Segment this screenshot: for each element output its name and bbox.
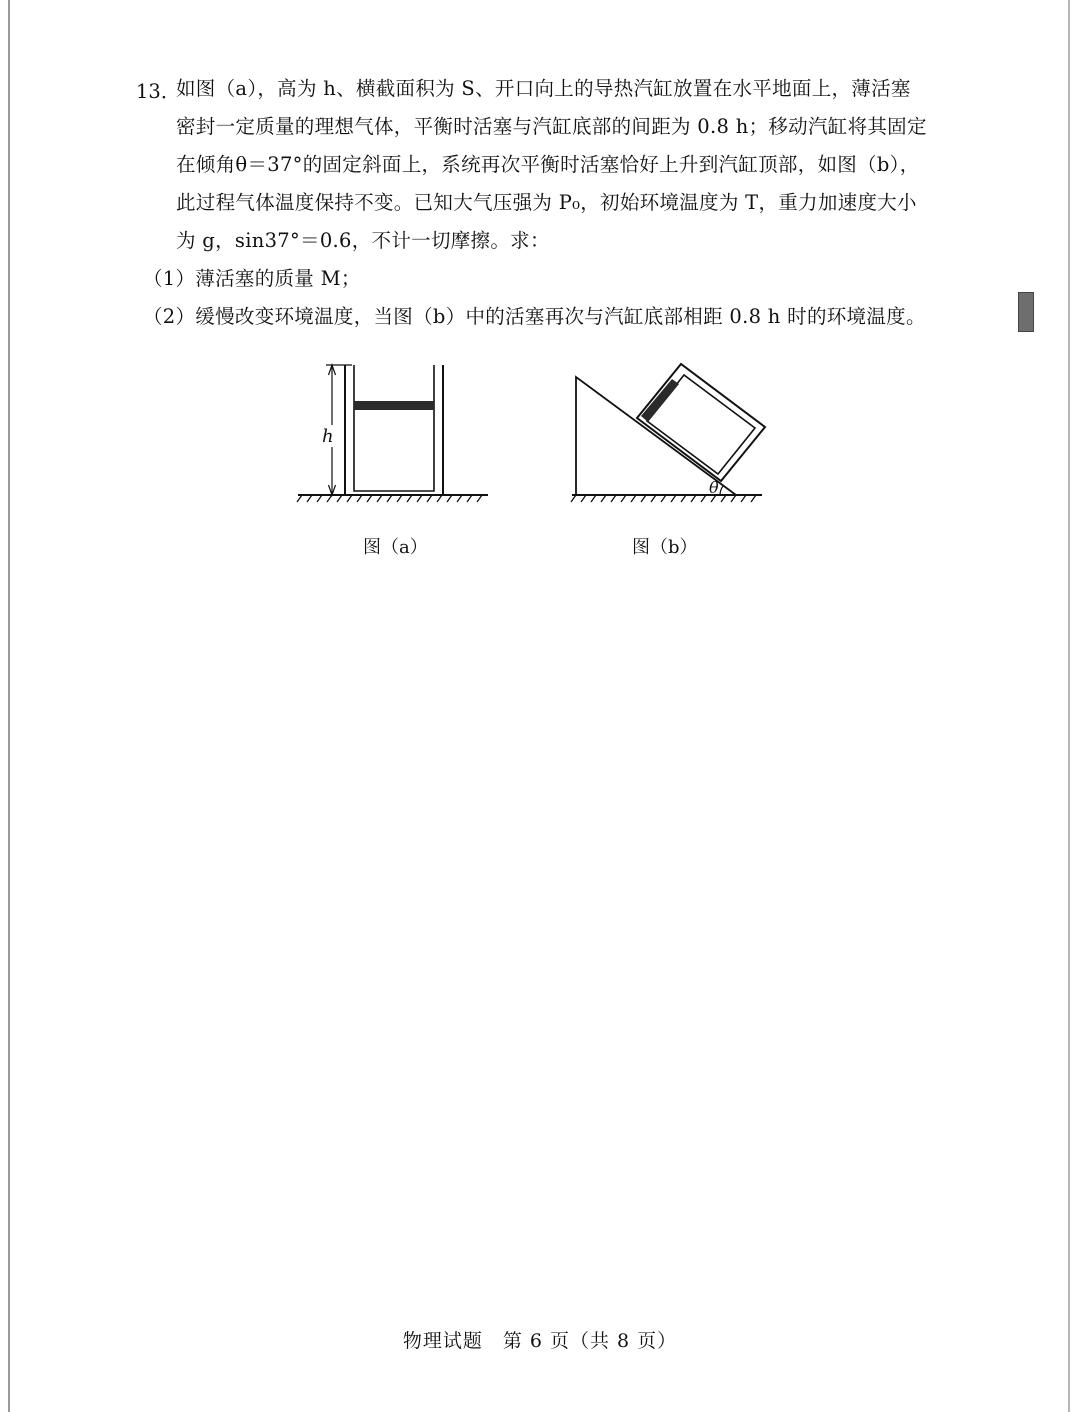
question-line-5: 为 g，sin37°＝0.6，不计一切摩擦。求： <box>176 229 550 252</box>
question-number: 13． <box>136 80 181 103</box>
caption-figure-a: 图（a） <box>363 537 428 558</box>
question-line-2: 密封一定质量的理想气体，平衡时活塞与汽缸底部的间距为 0.8 h；移动汽缸将其固定 <box>176 115 927 138</box>
page-footer: 物理试题 第 6 页（共 8 页） <box>402 1330 678 1352</box>
page-edge-right <box>1068 0 1070 1412</box>
figure-b-theta-label: θ <box>709 478 719 497</box>
figures <box>290 355 780 515</box>
question-part-1: （1）薄活塞的质量 M； <box>143 267 361 290</box>
question-line-4: 此过程气体温度保持不变。已知大气压强为 P₀，初始环境温度为 T，重力加速度大小 <box>176 191 917 214</box>
page-edge-left <box>8 0 10 1412</box>
question-line-3: 在倾角θ＝37°的固定斜面上，系统再次平衡时活塞恰好上升到汽缸顶部，如图（b）， <box>176 153 920 176</box>
figure-a-cylinder-inner <box>354 365 434 491</box>
figure-b-piston <box>641 379 679 422</box>
figure-b-incline-diagram <box>571 364 765 502</box>
figure-b-ground-hatch <box>571 495 756 502</box>
figure-a-piston <box>354 401 434 410</box>
caption-figure-b: 图（b） <box>632 537 698 558</box>
question-part-2: （2）缓慢改变环境温度，当图（b）中的活塞再次与汽缸底部相距 0.8 h 时的环境温度。 <box>143 305 926 328</box>
figure-a-cylinder-diagram <box>297 365 488 502</box>
figure-b-cylinder-outer <box>637 364 765 481</box>
figure-b-angle-arc <box>720 486 723 495</box>
figure-a-h-label: h <box>322 426 334 447</box>
question-line-1: 如图（a），高为 h、横截面积为 S、开口向上的导热汽缸放置在水平地面上，薄活塞 <box>176 77 911 100</box>
figure-a-cylinder-outer <box>345 365 443 495</box>
side-tab-marker <box>1018 292 1034 332</box>
figure-a-ground-hatch <box>297 495 482 502</box>
